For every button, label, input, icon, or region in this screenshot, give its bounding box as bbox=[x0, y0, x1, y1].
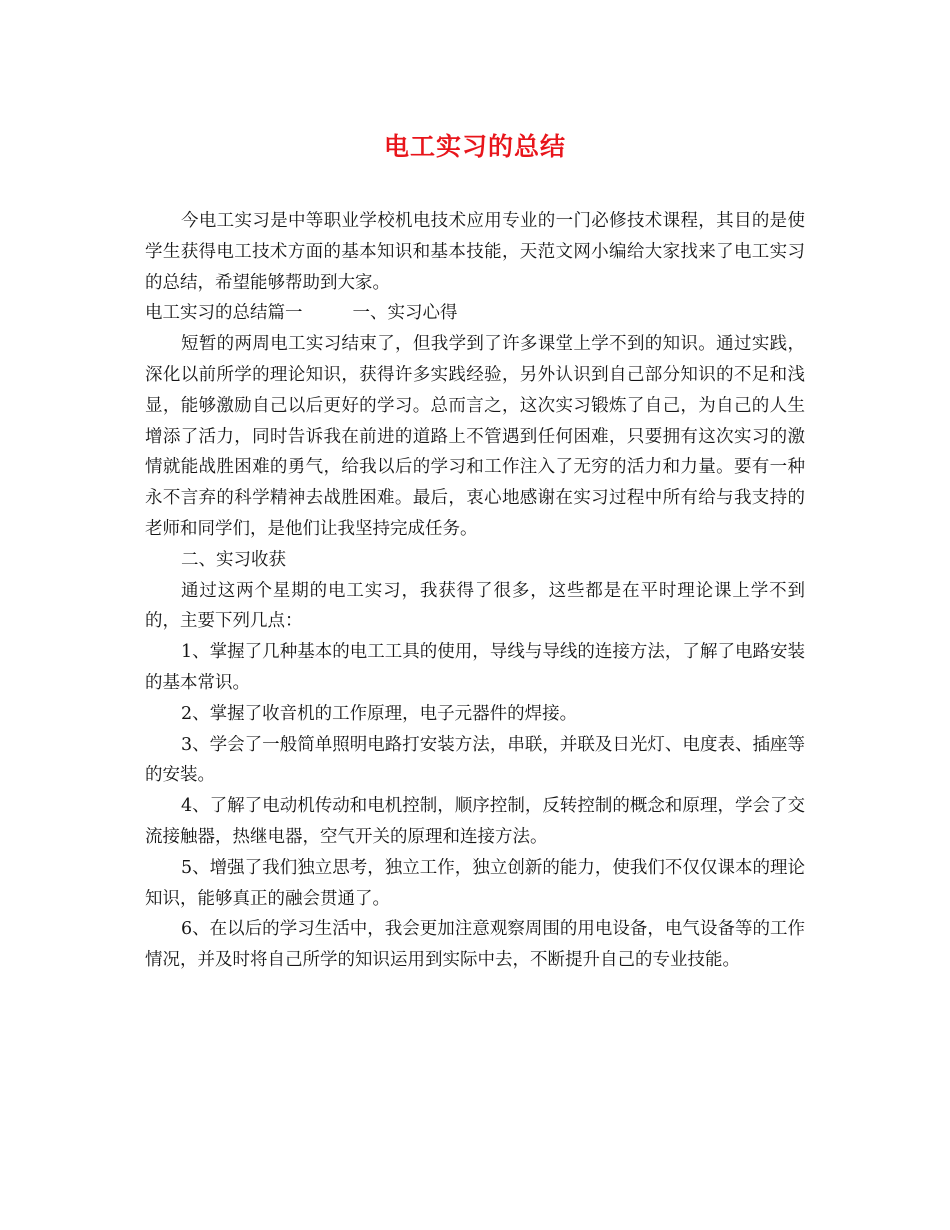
gains-intro-paragraph: 通过这两个星期的电工实习，我获得了很多，这些都是在平时理论课上学不到的，主要下列几点： bbox=[145, 580, 805, 632]
gain-point-5: 5、增强了我们独立思考，独立工作，独立创新的能力，使我们不仅仅课本的理论知识，能够真正的融会贯通了。 bbox=[145, 857, 805, 909]
intro-paragraph: 今电工实习是中等职业学校机电技术应用专业的一门必修技术课程，其目的是使学生获得电工技术方面的基本知识和基本技能，天范文网小编给大家找来了电工实习的总结，希望能够帮助到大家。 bbox=[145, 211, 805, 293]
experience-paragraph: 短暂的两周电工实习结束了，但我学到了许多课堂上学不到的知识。通过实践，深化以前所学的理论知识，获得许多实践经验，另外认识到自己部分知识的不足和浅显，能够激励自己以后更好的学习。总而言之，这次实习锻炼了自己，为自己的人生增添了活力，同时告诉我在前进的道路上不管遇到任何困难，只要拥有这次实习的激情就能战胜困难的勇气，给我以后的学习和工作注入了无穷的活力和力量。要有一种永不言弃的科学精神去战胜困难。最后，衷心地感谢在实习过程中所有给与我支持的老师和同学们，是他们让我坚持完成任务。 bbox=[145, 334, 805, 539]
document-title: 电工实习的总结 bbox=[383, 132, 566, 161]
section-subheading: 一、实习心得 bbox=[352, 303, 458, 324]
gain-point-1: 1、掌握了几种基本的电工工具的使用，导线与导线的连接方法，了解了电路安装的基本常识。 bbox=[145, 642, 805, 693]
document-body bbox=[145, 206, 805, 976]
gain-point-2: 2、掌握了收音机的工作原理，电子元器件的焊接。 bbox=[181, 703, 578, 724]
section-label: 电工实习的总结篇一 bbox=[145, 303, 303, 324]
gain-point-3: 3、学会了一般简单照明电路打安装方法，串联，并联及日光灯、电度表、插座等的安装。 bbox=[145, 734, 805, 786]
gains-heading: 二、实习收获 bbox=[181, 549, 286, 570]
gain-point-6: 6、在以后的学习生活中，我会更加注意观察周围的用电设备，电气设备等的工作情况，并及时将自己所学的知识运用到实际中去，不断提升自己的专业技能。 bbox=[145, 919, 805, 971]
section-heading bbox=[145, 298, 805, 329]
gain-point-4: 4、了解了电动机传动和电机控制，顺序控制，反转控制的概念和原理，学会了交流接触器，热继电器，空气开关的原理和连接方法。 bbox=[145, 796, 805, 847]
